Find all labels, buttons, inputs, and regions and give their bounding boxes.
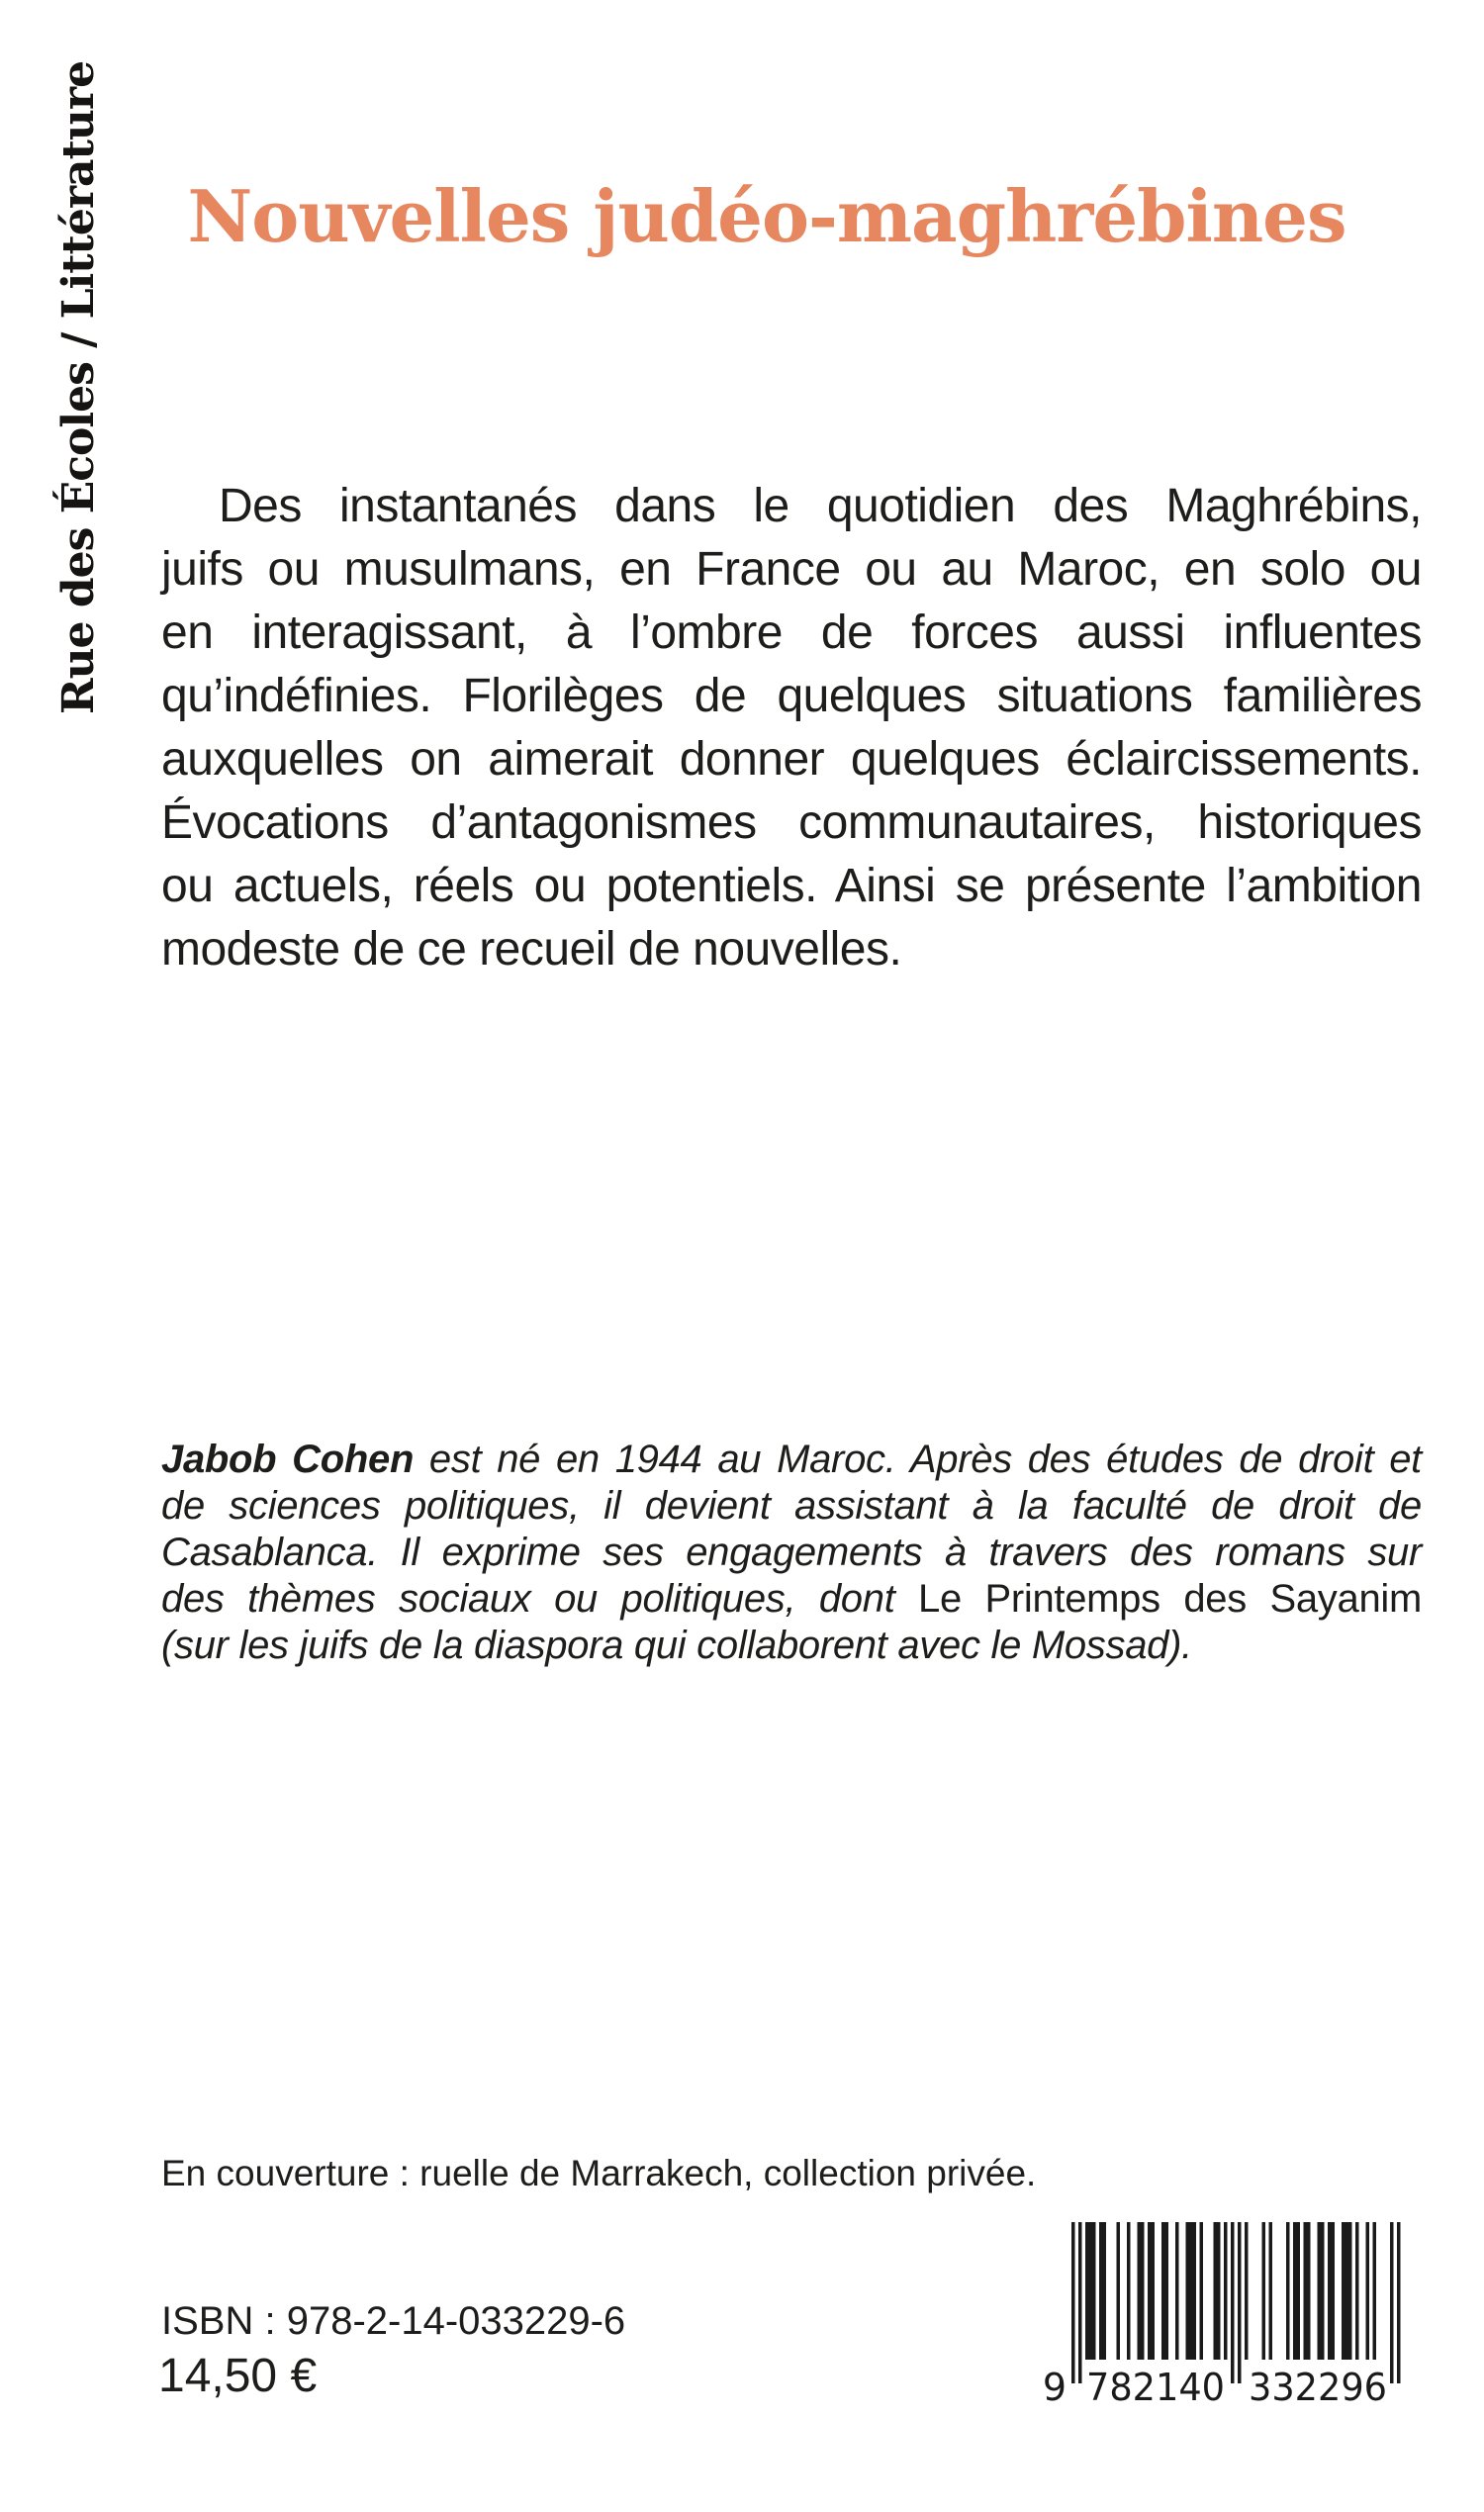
text-line: ou actuels, réels ou potentiels. Ainsi se présente l’ambition — [161, 860, 1422, 912]
text-segment: (sur les juifs de la diaspora qui collaborent avec le Mossad). — [161, 1624, 1192, 1667]
text-line: auxquelles on aimerait donner quelques éclaircissements. — [161, 733, 1422, 786]
svg-text:9: 9 — [1042, 2366, 1067, 2405]
text-segment: Le Printemps des Sayanim — [918, 1577, 1423, 1621]
book-title: Nouvelles judéo-maghrébines — [187, 174, 1346, 258]
synopsis-paragraph — [161, 475, 1422, 981]
text-line: Évocations d’antagonismes communautaires, historiques — [161, 796, 1422, 849]
text-line — [161, 1576, 1422, 1623]
text-line: Des instantanés dans le quotidien des Maghrébins, — [219, 480, 1422, 532]
text-line — [161, 1623, 1422, 1669]
isbn-line: ISBN : 978-2-14-033229-6 — [161, 2299, 626, 2343]
collection-label: Rue des Écoles / Littérature — [53, 60, 104, 714]
text-segment: des thèmes sociaux ou politiques, dont — [161, 1577, 919, 1621]
svg-text:332296: 332296 — [1249, 2366, 1387, 2405]
text-line: qu’indéfinies. Florilèges de quelques situations familières — [161, 670, 1422, 722]
text-segment: est né en 1944 au Maroc. Après des études de droit et — [414, 1438, 1422, 1481]
barcode-svg — [1037, 2222, 1433, 2405]
text-segment: Casablanca. Il exprime ses engagements à travers des romans sur — [161, 1531, 1422, 1574]
text-line — [161, 1437, 1422, 1483]
svg-text:782140: 782140 — [1086, 2366, 1225, 2405]
text-line: juifs ou musulmans, en France ou au Maroc, en solo ou — [161, 543, 1422, 596]
text-line — [161, 1530, 1422, 1576]
text-line: modeste de ce recueil de nouvelles. — [161, 923, 902, 976]
price: 14,50 € — [158, 2350, 318, 2402]
text-line: en interagissant, à l’ombre de forces aussi influentes — [161, 606, 1422, 659]
text-line — [161, 1483, 1422, 1530]
author-bio-paragraph — [161, 1437, 1422, 1669]
cover-credit: En couverture : ruelle de Marrakech, collection privée. — [161, 2153, 1037, 2193]
ean-barcode — [1037, 2222, 1433, 2405]
text-segment: Jabob Cohen — [161, 1438, 415, 1481]
text-segment: de sciences politiques, il devient assistant à la faculté de droit de — [161, 1484, 1422, 1528]
